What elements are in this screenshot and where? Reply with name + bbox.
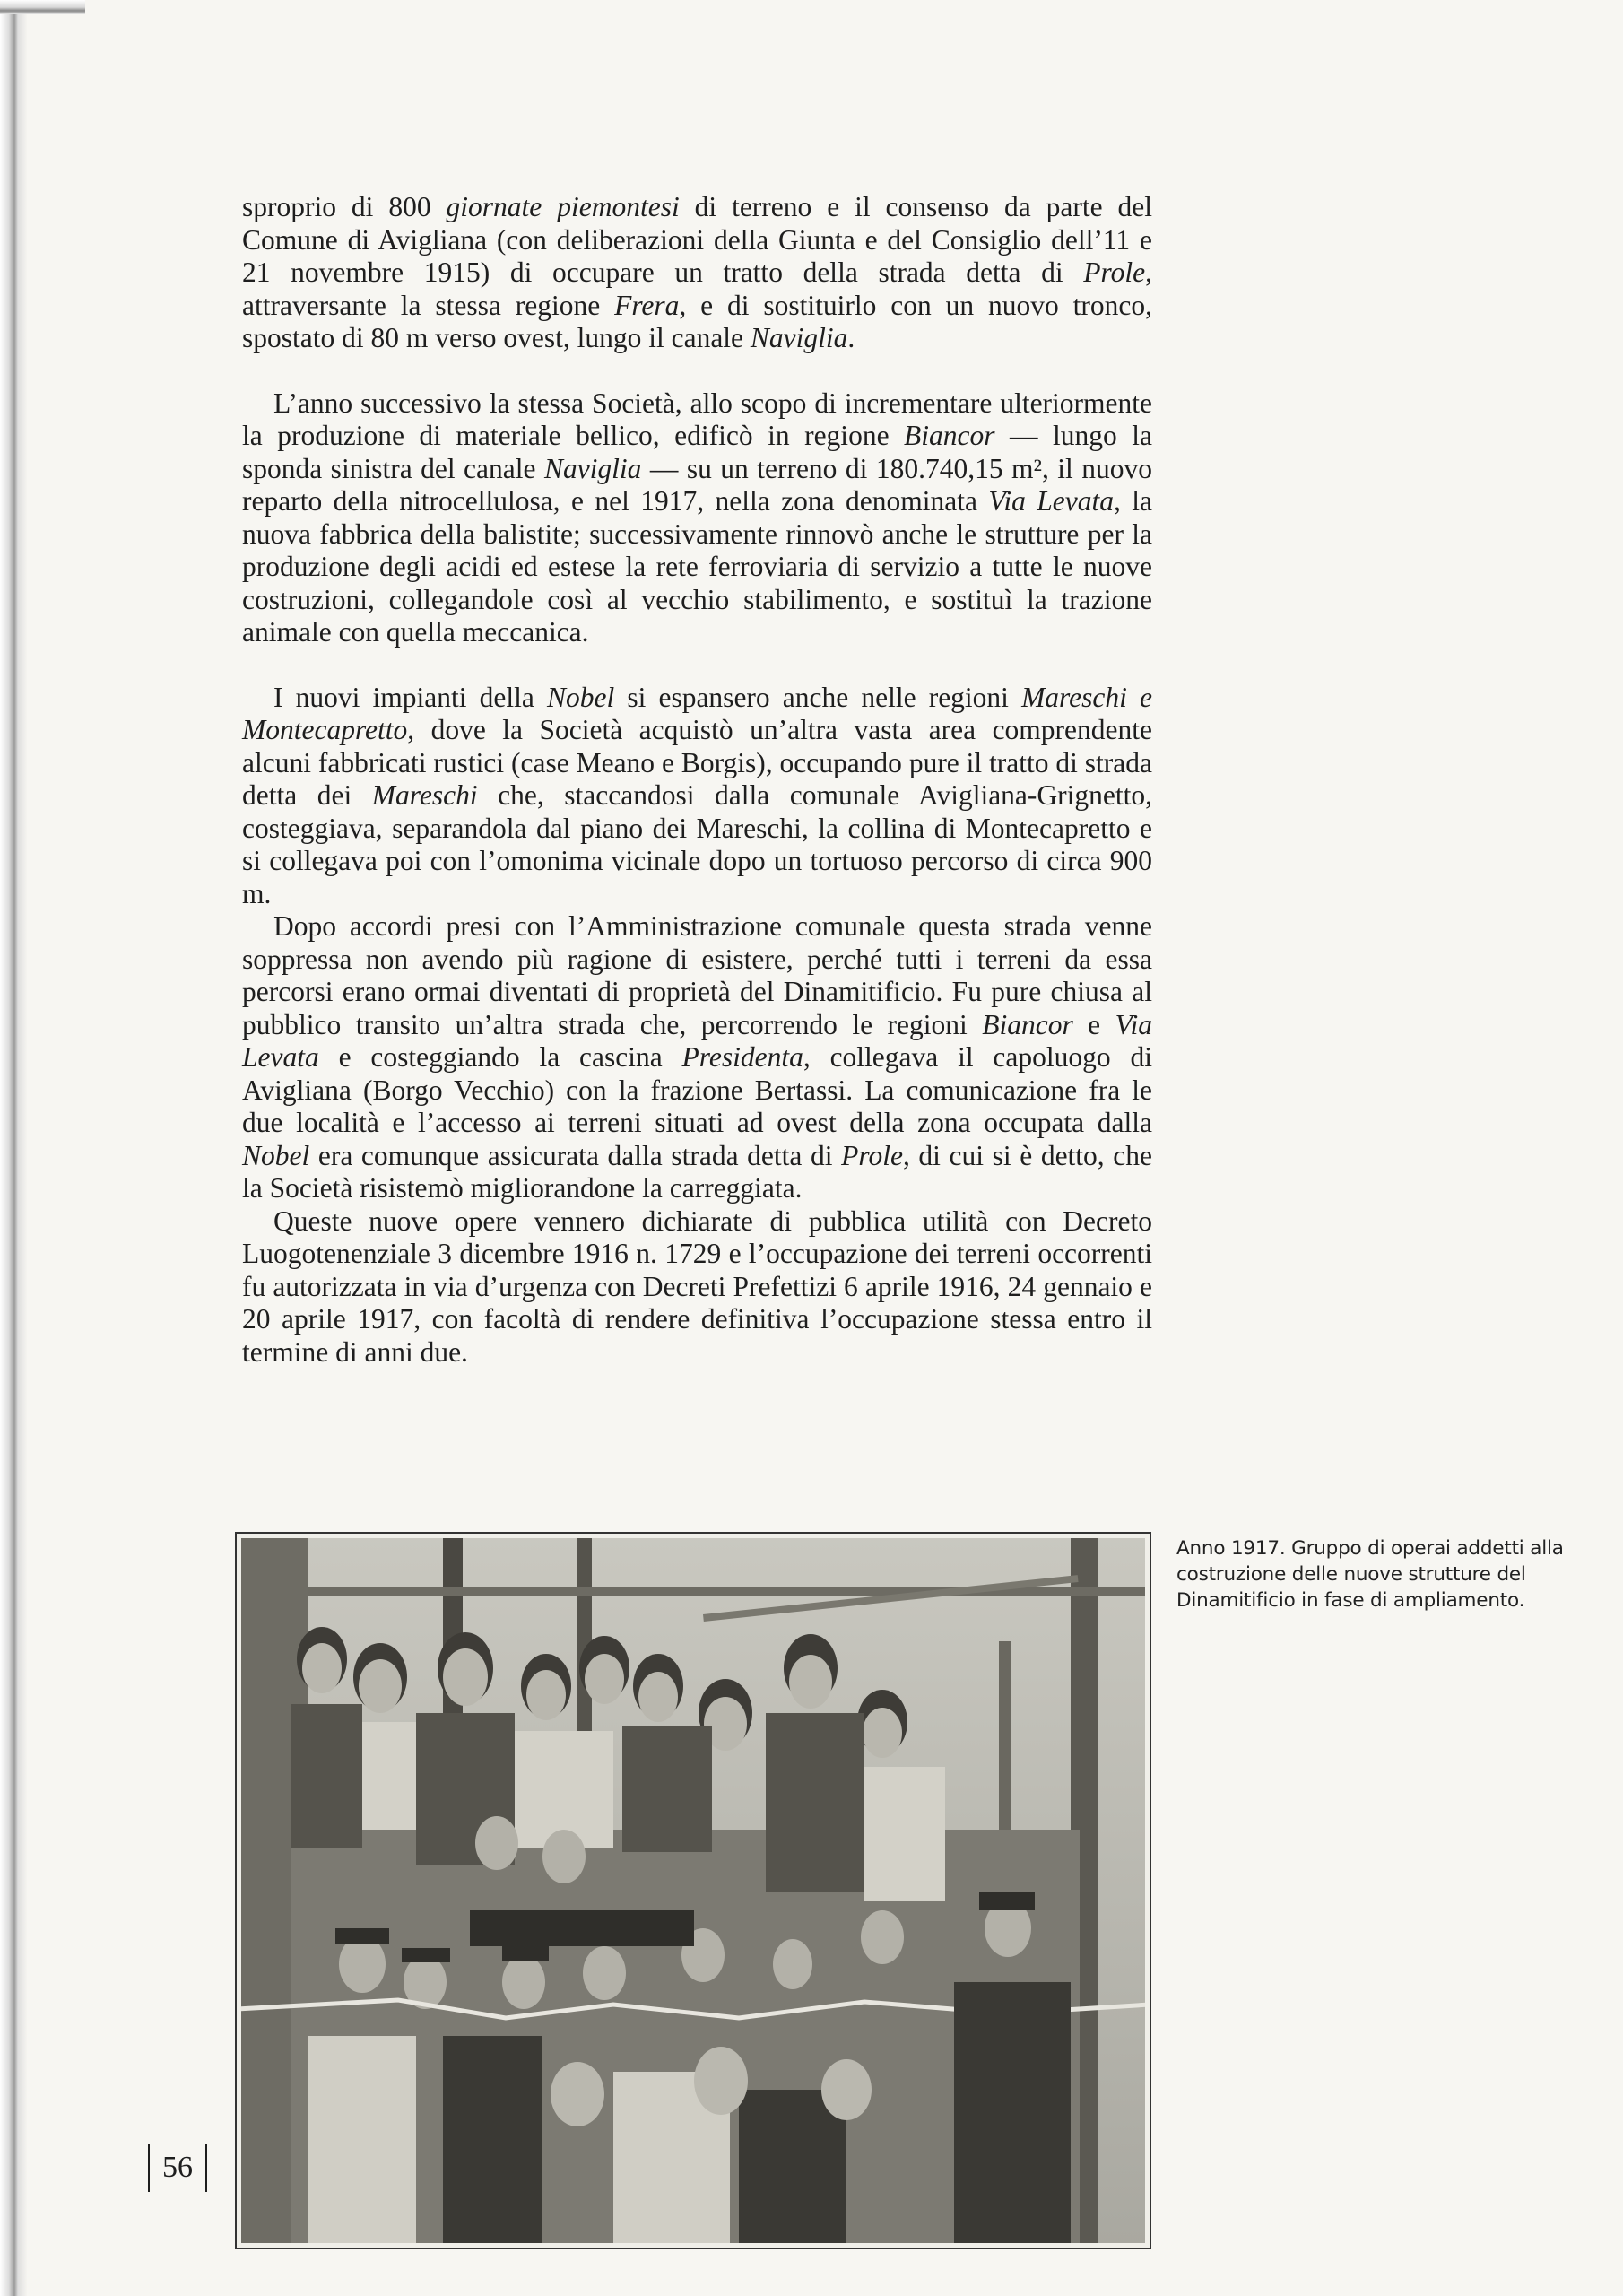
paragraph-5 <box>242 1205 1152 1370</box>
italic-term: Mareschi e Montecapretto <box>242 681 1152 745</box>
paragraph-1 <box>242 191 1152 355</box>
text-run: , collegava il capoluogo di Avigliana (Borgo Vecchio) con la frazione Bertassi. La comunicazione fra le due località e l’accesso ai terreni situati ad ovest della zona occupata dalla <box>242 1041 1152 1138</box>
text-run: e costeggiando la cascina <box>318 1041 682 1073</box>
italic-term: Frera <box>614 289 680 321</box>
text-run: era comunque assicurata dalla strada detta di <box>309 1139 842 1171</box>
text-run: di terreno e il consenso da parte del Comune di Avigliana (con deliberazioni della Giunta e del Consiglio dell’11 e 21 novembre 1915) di occupare un tratto della strada detta di <box>242 191 1152 288</box>
paragraph-2 <box>242 387 1152 649</box>
italic-term: Naviglia <box>543 452 642 484</box>
text-run: , e di sostituirlo con un nuovo tronco, spostato di 80 m verso ovest, lungo il canale <box>242 289 1153 353</box>
italic-term: Prole <box>1083 257 1146 288</box>
italic-term: Nobel <box>546 681 615 713</box>
italic-term: Prole <box>841 1139 903 1171</box>
italic-term: giornate piemontesi <box>446 191 680 222</box>
body-text <box>242 191 1152 1369</box>
text-run: , di cui si è detto, che la Società risistemò migliorandone la carreggiata. <box>242 1139 1152 1204</box>
paragraph-4 <box>242 910 1152 1205</box>
photo-caption: Anno 1917. Gruppo di operai addetti alla costruzione delle nuove strutture del Dinamitificio in fase di ampliamento. <box>1176 1537 1564 1612</box>
folio-rule-right <box>205 2144 207 2192</box>
italic-term: Nobel <box>242 1139 310 1171</box>
text-run: , attraversante la stessa regione <box>242 257 1152 321</box>
historical-photo <box>235 1532 1151 2249</box>
text-run: I nuovi impianti della <box>273 681 547 713</box>
page-number <box>148 2142 207 2194</box>
page-number-value: 56 <box>162 2151 193 2184</box>
text-run: che, staccandosi dalla comunale Avigliana-Grignetto, costeggiava, separandola dal piano dei Mareschi, la collina di Montecapretto e si collegava poi con l’omonima vicinale dopo un tortuoso percorso di circa 900 m. <box>242 779 1152 909</box>
scan-edge <box>0 0 27 2296</box>
text-run: Queste nuove opere vennero dichiarate di pubblica utilità con Decreto Luogotenenziale 3 dicembre 1916 n. 1729 e l’occupazione dei terreni occorrenti fu autorizzata in via d’urgenza con Decreti Prefettizi 6 aprile 1916, 24 gennaio e 20 aprile 1917, con facoltà di rendere definitiva l’occupazione stessa entro il termine di anni due. <box>242 1205 1152 1368</box>
paragraph-3 <box>242 682 1152 911</box>
italic-term: Via Levata <box>242 1008 1152 1073</box>
text-run: Dopo accordi presi con l’Amministrazione comunale questa strada venne soppressa non avendo più ragione di esistere, perché tutti i terreni da essa percorsi erano ormai diventati di proprietà del Dinamitificio. Fu pure chiusa al pubblico transito un’altra strada che, percorrendo le regioni <box>242 910 1152 1040</box>
italic-term: Biancor <box>904 420 995 451</box>
text-run: sproprio di 800 <box>242 191 447 222</box>
italic-term: Presidenta <box>681 1041 803 1073</box>
workers-group-photo <box>237 1534 1150 2248</box>
text-run: , la nuova fabbrica della balistite; successivamente rinnovò anche le strutture per la produzione degli acidi ed estese la rete ferroviaria di servizio a tutte le nuove costruzioni, collegandole così al vecchio stabilimento, e sostituì la trazione animale con quella meccanica. <box>242 485 1153 648</box>
text-run: — su un terreno di 180.740,15 m², il nuovo reparto della nitrocellulosa, e nel 1917, nella zona denominata <box>242 452 1152 517</box>
italic-term: Mareschi <box>371 779 478 811</box>
text-run: , dove la Società acquistò un’altra vasta area comprendente alcuni fabbricati rustici (case Meano e Borgis), occupando pure il tratto di strada detta dei <box>242 714 1152 811</box>
scan-corner <box>0 0 85 14</box>
text-run: — lungo la sponda sinistra del canale <box>242 420 1152 484</box>
text-run: . <box>847 322 855 353</box>
italic-term: Biancor <box>982 1008 1073 1040</box>
text-run: si espansero anche nelle regioni <box>614 681 1022 713</box>
italic-term: Via Levata <box>988 485 1114 517</box>
text-run: L’anno successivo la stessa Società, allo scopo di incrementare ulteriormente la produzione di materiale bellico, edificò in regione <box>242 387 1152 451</box>
italic-term: Naviglia <box>750 322 848 353</box>
text-run: e <box>1072 1008 1115 1040</box>
